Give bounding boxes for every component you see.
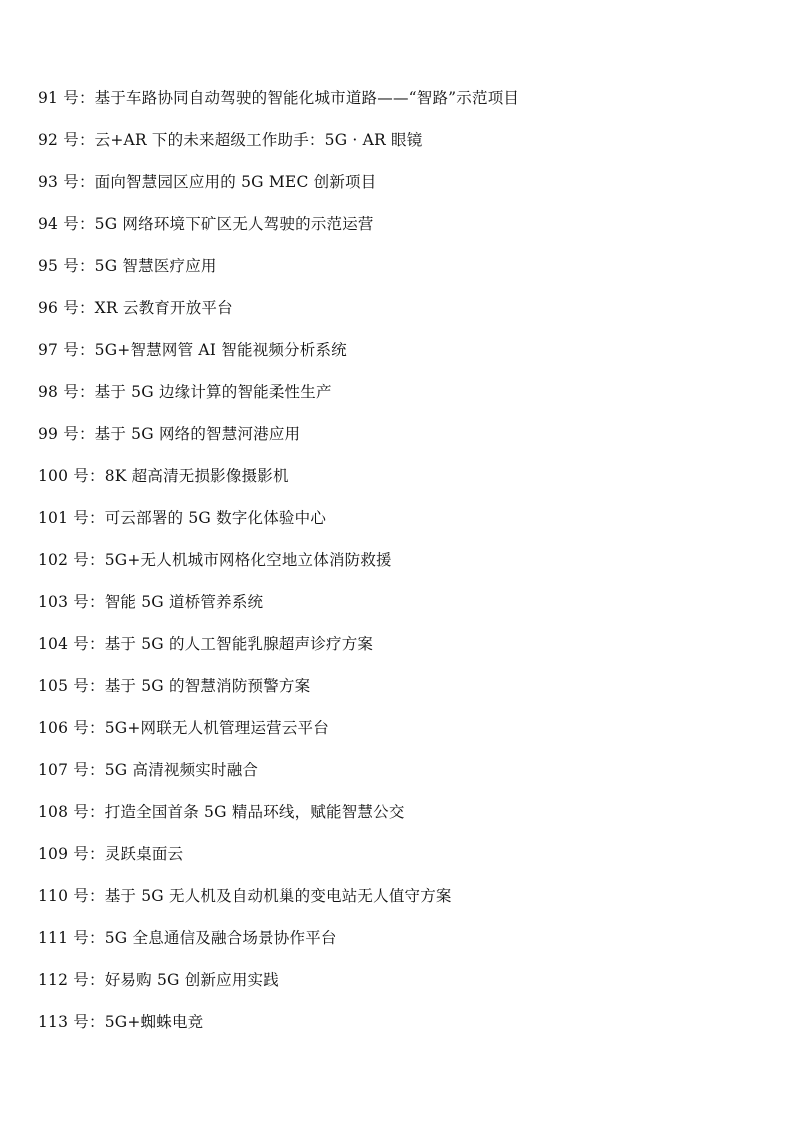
list-item — [38, 296, 778, 338]
item-title: XR 云教育开放平台 — [94, 299, 233, 317]
item-number: 94 号： — [38, 215, 95, 233]
list-item — [38, 926, 778, 968]
item-title: 5G 高清视频实时融合 — [104, 761, 259, 779]
item-title: 5G 全息通信及融合场景协作平台 — [104, 929, 337, 947]
item-number: 111 号： — [38, 929, 105, 947]
list-item — [38, 128, 778, 170]
item-title: 5G 智慧医疗应用 — [94, 257, 217, 275]
item-number: 99 号： — [38, 425, 95, 443]
item-title: 基于 5G 的智慧消防预警方案 — [104, 677, 311, 695]
list-item — [38, 758, 778, 800]
list-item — [38, 716, 778, 758]
list-item — [38, 1010, 778, 1052]
item-number: 112 号： — [38, 971, 105, 989]
item-number: 93 号： — [38, 173, 95, 191]
item-title: 基于 5G 网络的智慧河港应用 — [94, 425, 301, 443]
list-item — [38, 380, 778, 422]
list-item — [38, 422, 778, 464]
item-title: 打造全国首条 5G 精品环线，赋能智慧公交 — [104, 803, 405, 821]
item-number: 98 号： — [38, 383, 95, 401]
item-number: 101 号： — [38, 509, 105, 527]
item-number: 91 号： — [38, 89, 95, 107]
list-item — [38, 338, 778, 380]
list-item — [38, 674, 778, 716]
item-title: 灵跃桌面云 — [104, 845, 184, 863]
item-number: 103 号： — [38, 593, 105, 611]
item-number: 100 号： — [38, 467, 105, 485]
item-number: 110 号： — [38, 887, 105, 905]
item-title: 5G 网络环境下矿区无人驾驶的示范运营 — [94, 215, 374, 233]
item-title: 好易购 5G 创新应用实践 — [104, 971, 279, 989]
item-title: 面向智慧园区应用的 5G MEC 创新项目 — [94, 173, 377, 191]
item-number: 102 号： — [38, 551, 105, 569]
item-number: 113 号： — [38, 1013, 105, 1031]
item-number: 97 号： — [38, 341, 95, 359]
item-title: 基于 5G 无人机及自动机巢的变电站无人值守方案 — [104, 887, 452, 905]
list-item — [38, 212, 778, 254]
list-item — [38, 842, 778, 884]
item-title: 云+AR 下的未来超级工作助手：5G · AR 眼镜 — [94, 131, 423, 149]
list-item — [38, 968, 778, 1010]
item-title: 8K 超高清无损影像摄影机 — [104, 467, 289, 485]
item-number: 104 号： — [38, 635, 105, 653]
item-number: 92 号： — [38, 131, 95, 149]
project-list — [38, 86, 778, 1052]
list-item — [38, 632, 778, 674]
list-item — [38, 170, 778, 212]
item-number: 107 号： — [38, 761, 105, 779]
item-title: 基于 5G 的人工智能乳腺超声诊疗方案 — [104, 635, 374, 653]
item-title: 5G+无人机城市网格化空地立体消防救援 — [104, 551, 392, 569]
list-item — [38, 548, 778, 590]
list-item — [38, 590, 778, 632]
item-number: 96 号： — [38, 299, 95, 317]
item-title: 智能 5G 道桥管养系统 — [104, 593, 264, 611]
item-number: 108 号： — [38, 803, 105, 821]
item-number: 95 号： — [38, 257, 95, 275]
list-item — [38, 884, 778, 926]
list-item — [38, 506, 778, 548]
list-item — [38, 254, 778, 296]
item-title: 可云部署的 5G 数字化体验中心 — [104, 509, 327, 527]
item-number: 106 号： — [38, 719, 105, 737]
item-title: 5G+蜘蛛电竞 — [104, 1013, 204, 1031]
item-title: 5G+智慧网管 AI 智能视频分析系统 — [94, 341, 347, 359]
item-number: 105 号： — [38, 677, 105, 695]
list-item — [38, 800, 778, 842]
item-title: 5G+网联无人机管理运营云平台 — [104, 719, 329, 737]
item-title: 基于车路协同自动驾驶的智能化城市道路——“智路”示范项目 — [94, 89, 520, 107]
list-item — [38, 464, 778, 506]
item-number: 109 号： — [38, 845, 105, 863]
item-title: 基于 5G 边缘计算的智能柔性生产 — [94, 383, 332, 401]
list-item — [38, 86, 778, 128]
